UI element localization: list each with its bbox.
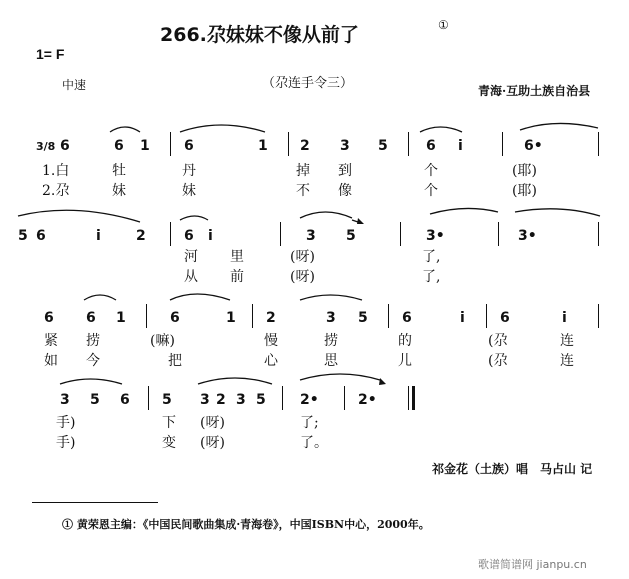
bar-line — [252, 304, 253, 328]
line4-note: 5 — [256, 392, 266, 408]
bar-line — [400, 222, 401, 246]
line1-verse1-lyric: 牡 — [112, 163, 126, 179]
line3-note: i — [460, 310, 465, 326]
bar-line — [502, 132, 503, 156]
line2-note: i — [96, 228, 101, 244]
line2-verse2-lyric: 前 — [230, 269, 244, 285]
line3-note: 6 — [170, 310, 180, 326]
line2-verse2-lyric: 了, — [422, 269, 441, 285]
line3-verse2-lyric: 今 — [86, 353, 100, 369]
line4-verse1-lyric: 下 — [162, 415, 176, 431]
line1-note: 6 — [114, 138, 124, 154]
bar-line — [280, 222, 281, 246]
line3-verse2-lyric: 连 — [560, 353, 574, 369]
tempo-marking: 中速 — [62, 78, 87, 92]
footnote-divider — [32, 502, 158, 503]
bar-line — [146, 304, 147, 328]
song-subtitle: （尕连手令三） — [262, 76, 354, 91]
line3-verse2-lyric: 心 — [264, 353, 278, 369]
line3-verse2-lyric: 思 — [324, 353, 338, 369]
bar-line — [486, 304, 487, 328]
final-bar-line-thick — [412, 386, 415, 410]
bar-line — [288, 132, 289, 156]
bar-line — [598, 222, 599, 246]
line1-verse2-lyric: 2.尕 — [42, 183, 70, 199]
line1-verse2-lyric: 不 — [296, 183, 310, 199]
line1-note: i — [458, 138, 463, 154]
line3-verse2-lyric: 儿 — [398, 353, 412, 369]
line3-verse1-lyric: (嘛) — [150, 333, 175, 349]
line2-verse1-lyric: 河 — [184, 249, 198, 265]
line2-note: 3 — [306, 228, 316, 244]
line4-verse2-lyric: (呀) — [200, 435, 225, 451]
line3-verse1-lyric: 的 — [398, 333, 412, 349]
line3-verse1-lyric: 紧 — [44, 333, 58, 349]
line2-note: 3• — [518, 228, 537, 244]
line4-note: 5 — [162, 392, 172, 408]
line1-note: 6 — [184, 138, 194, 154]
line3-verse2-lyric: 如 — [44, 353, 58, 369]
line1-verse2-lyric: 个 — [424, 183, 438, 199]
bar-line — [598, 132, 599, 156]
line2-verse1-lyric: 了, — [422, 249, 441, 265]
line3-note: 1 — [226, 310, 236, 326]
line1-note: 6 — [60, 138, 70, 154]
line1-verse1-lyric: 个 — [424, 163, 438, 179]
line3-note: 6 — [402, 310, 412, 326]
line4-note: 2 — [216, 392, 226, 408]
line4-note: 3 — [60, 392, 70, 408]
line4-note: 3 — [236, 392, 246, 408]
bar-line — [170, 132, 171, 156]
line1-note: 6 — [426, 138, 436, 154]
line2-note: 3• — [426, 228, 445, 244]
line1-verse2-lyric: 像 — [338, 183, 352, 199]
line3-verse1-lyric: 连 — [560, 333, 574, 349]
line4-verse2-lyric: 手) — [56, 435, 76, 451]
line2-note: 2 — [136, 228, 146, 244]
line3-note: 6 — [500, 310, 510, 326]
line2-note: 6 — [36, 228, 46, 244]
site-watermark: 歌谱简谱网 jianpu.cn — [478, 558, 587, 571]
line4-verse1-lyric: 了; — [300, 415, 319, 431]
line1-verse1-lyric: 丹 — [182, 163, 196, 179]
bar-line — [344, 386, 345, 410]
bar-line — [598, 304, 599, 328]
time-signature: 3/8 — [36, 140, 56, 153]
line1-note: 1 — [140, 138, 150, 154]
key-signature: 1= F — [36, 46, 65, 62]
line1-note: 6• — [524, 138, 543, 154]
line1-verse2-lyric: 妹 — [112, 183, 126, 199]
line4-note: 2• — [358, 392, 377, 408]
line1-note: 5 — [378, 138, 388, 154]
line3-note: 1 — [116, 310, 126, 326]
line4-note: 6 — [120, 392, 130, 408]
line2-verse1-lyric: (呀) — [290, 249, 315, 265]
line3-note: 5 — [358, 310, 368, 326]
line3-note: i — [562, 310, 567, 326]
bar-line — [170, 222, 171, 246]
line3-verse1-lyric: 慢 — [264, 333, 278, 349]
line3-verse1-lyric: 捞 — [324, 333, 338, 349]
line2-note: 5 — [346, 228, 356, 244]
line2-verse1-lyric: 里 — [230, 249, 244, 265]
line1-verse1-lyric: 1.白 — [42, 163, 70, 179]
line4-verse2-lyric: 变 — [162, 435, 176, 451]
bar-line — [148, 386, 149, 410]
line2-note: i — [208, 228, 213, 244]
bar-line — [408, 132, 409, 156]
footnote-marker: ① — [438, 18, 449, 32]
line4-verse2-lyric: 了。 — [300, 435, 328, 451]
line3-note: 2 — [266, 310, 276, 326]
line4-note: 5 — [90, 392, 100, 408]
line3-verse1-lyric: 捞 — [86, 333, 100, 349]
line4-verse1-lyric: (呀) — [200, 415, 225, 431]
line3-verse2-lyric: 把 — [168, 353, 182, 369]
performer-credits: 祁金花（土族）唱 马占山 记 — [432, 462, 593, 476]
line2-note: 5 — [18, 228, 28, 244]
line1-verse2-lyric: (耶) — [512, 183, 537, 199]
line1-verse2-lyric: 妹 — [182, 183, 196, 199]
song-title: 266.尕妹妹不像从前了 — [160, 24, 359, 46]
line1-note: 3 — [340, 138, 350, 154]
line3-note: 6 — [44, 310, 54, 326]
line3-note: 3 — [326, 310, 336, 326]
line4-verse1-lyric: 手) — [56, 415, 76, 431]
line3-note: 6 — [86, 310, 96, 326]
line1-note: 2 — [300, 138, 310, 154]
line2-note: 6 — [184, 228, 194, 244]
line1-note: 1 — [258, 138, 268, 154]
final-bar-line — [408, 386, 409, 410]
bar-line — [388, 304, 389, 328]
line2-verse2-lyric: 从 — [184, 269, 198, 285]
region-label: 青海·互助土族自治县 — [478, 84, 591, 98]
line1-verse1-lyric: 掉 — [296, 163, 310, 179]
footnote: ① 黄荣恩主编：《中国民间歌曲集成·青海卷》，中国ISBN中心，2000年。 — [62, 518, 430, 531]
line3-verse2-lyric: (尕 — [488, 353, 508, 369]
line4-note: 2• — [300, 392, 319, 408]
bar-line — [282, 386, 283, 410]
line3-verse1-lyric: (尕 — [488, 333, 508, 349]
bar-line — [498, 222, 499, 246]
line4-note: 3 — [200, 392, 210, 408]
line2-verse2-lyric: (呀) — [290, 269, 315, 285]
line1-verse1-lyric: 到 — [338, 163, 352, 179]
line1-verse1-lyric: (耶) — [512, 163, 537, 179]
